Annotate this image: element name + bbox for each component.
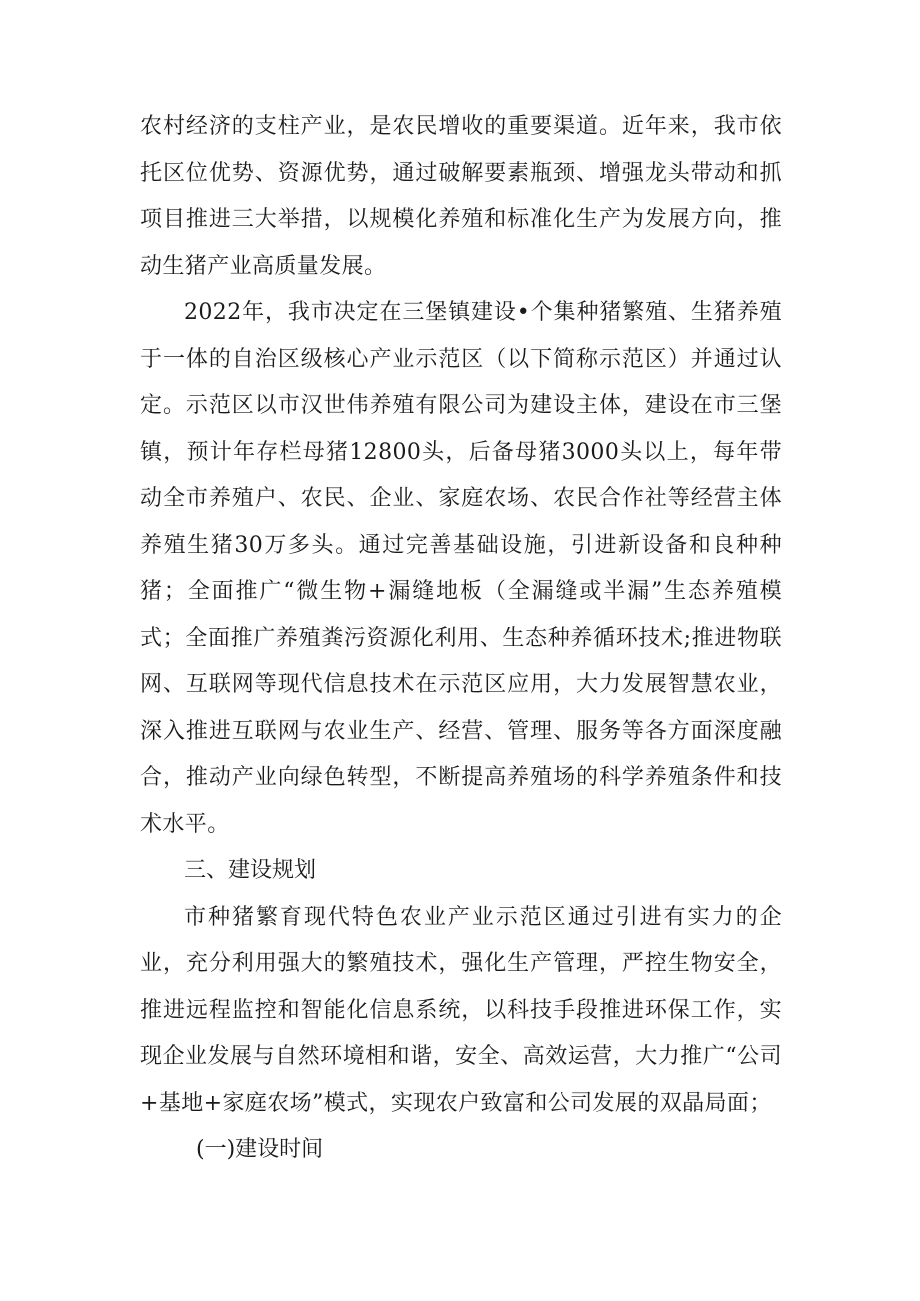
paragraph-demonstration-zone: 2022年，我市决定在三堡镇建设•个集种猪繁殖、生猪养殖于一体的自治区级核心产业示范区（以下简称示范区）并通过认定。示范区以市汉世伟养殖有限公司为建设主体，建设在市三堡镇，预计年存栏母猪12800头，后备母猪3000头以上，每年带动全市养殖户、农民、企业、家庭农场、农民合作社等经营主体养殖生猪30万多头。通过完善基础设施，引进新设备和良种种猪；全面推广“微生物+漏缝地板（全漏缝或半漏”生态养殖模式；全面推广养殖粪污资源化利用、生态种养循环技术;推进物联网、互联网等现代信息技术在示范区应用，大力发展智慧农业，深入推进互联网与农业生产、经营、管理、服务等各方面深度融合，推动产业向绿色转型，不断提高养殖场的科学养殖条件和技术水平。	[140, 300, 782, 837]
paragraph-pig-industry-intro: 农村经济的支柱产业，是农民增收的重要渠道。近年来，我市依托区位优势、资源优势，通过破解要素瓶颈、增强龙头带动和抓项目推进三大举措，以规模化养殖和标准化生产为发展方向，推动生猪产业高质量发展。	[140, 114, 782, 279]
section-heading-construction-plan: 三、建设规划	[184, 858, 317, 883]
document-body	[140, 104, 782, 1174]
paragraph-construction-plan: 市种猪繁育现代特色农业产业示范区通过引进有实力的企业，充分利用强大的繁殖技术，强化生产管理，严控生物安全，推进远程监控和智能化信息系统，以科技手段推进环保工作，实现企业发展与自然环境相和谐，安全、高效运营，大力推广“公司+基地+家庭农场”模式，实现农户致富和公司发展的双晶局面；	[140, 904, 782, 1116]
subsection-heading-construction-time: (一)建设时间	[196, 1137, 324, 1162]
